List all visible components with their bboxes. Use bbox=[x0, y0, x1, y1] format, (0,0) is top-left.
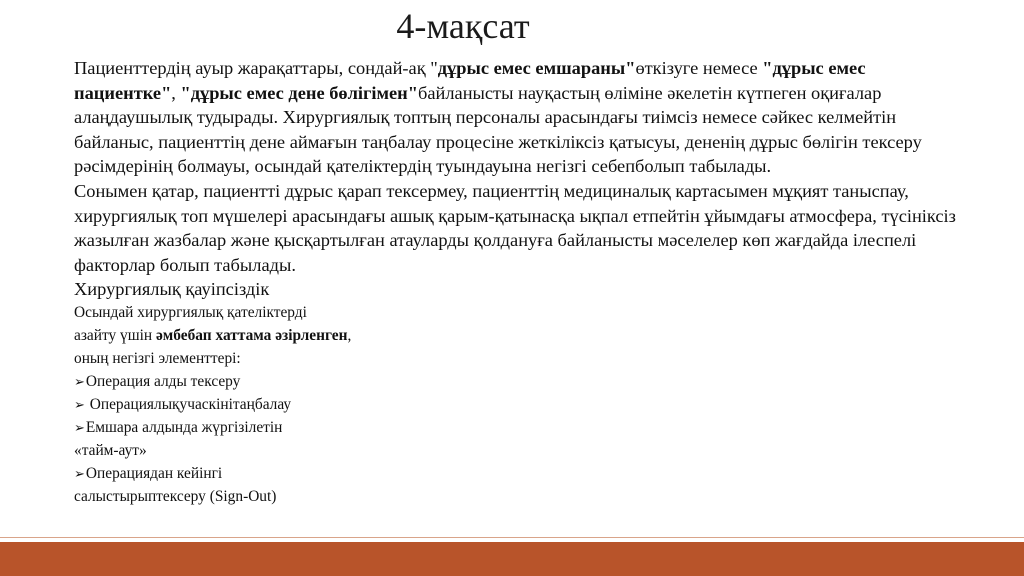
arrow-bullet-icon: ➢ bbox=[74, 420, 85, 436]
paragraph-2: Сонымен қатар, пациентті дұрыс қарап тексермеу, пациенттің медициналық картасымен мұқият таныспау, хирургиялық топ мүшелері арасындағы ашық қарым-қатынасқа ықпал етпейтін ұйымдағы атмосфера, түсініксіз жазылған жазбалар және қысқартылған атауларды қолдануға байланысты мәселелер көп жағдайда ілеспелі факторлар болып табылады. bbox=[74, 180, 956, 275]
list-item-label: Операциядан кейінгі bbox=[85, 465, 223, 483]
p1-bold-1: дұрыс емес емшараны" bbox=[437, 58, 636, 78]
footer-accent-bar bbox=[0, 542, 1024, 576]
intro-line-1: Осындай хирургиялық қателіктерді bbox=[74, 304, 307, 322]
p1-text-3: , bbox=[171, 82, 181, 103]
p1-bold-3: "дұрыс емес дене бөлігімен" bbox=[180, 82, 418, 103]
list-item bbox=[74, 370, 958, 393]
p1-text-1: Пациенттердің ауыр жарақаттары, сондай-ақ " bbox=[74, 58, 438, 78]
list-item bbox=[74, 462, 958, 485]
intro-line-2 bbox=[74, 324, 958, 347]
footer-divider-line bbox=[0, 537, 1024, 538]
arrow-bullet-icon: ➢ bbox=[74, 466, 85, 482]
list-item-label: Операция алды тексеру bbox=[85, 373, 241, 391]
arrow-bullet-icon: ➢ bbox=[74, 374, 85, 390]
list-item bbox=[74, 393, 958, 416]
slide-title: 4-мақсат bbox=[396, 6, 530, 46]
intro-line-3: оның негізгі элементтері: bbox=[74, 350, 241, 368]
protocol-name: әмбебап хаттама әзірленген bbox=[155, 327, 348, 345]
section-subheading: Хирургиялық қауіпсіздік bbox=[74, 279, 270, 300]
intro-line-2-post: , bbox=[347, 327, 352, 345]
p1-text-4: байланысты науқастың өліміне әкелетін күтпеген оқиғалар алаңдаушылық тудырады. Хирургиялық топтың персоналы арасындағы тиімсіз немесе сәйкес келмейтін байланыс, пациенттің дене аймағын таңбалау процесіне жеткіліксіз қатысуы, дененің дұрыс бөлігін тексеру рәсімдерінің болмауы, осындай қателіктердің туындауына негізгі себепболып табылады. bbox=[74, 82, 922, 177]
list-item bbox=[74, 416, 958, 439]
slide-body bbox=[74, 56, 958, 508]
paragraph-1 bbox=[74, 56, 958, 179]
list-item-label: Емшара алдында жүргізілетін bbox=[85, 419, 283, 437]
arrow-bullet-icon: ➢ bbox=[74, 397, 85, 413]
list-item-label: Операциялықучаскінітаңбалау bbox=[85, 396, 292, 414]
list-item-continuation: «тайм-аут» bbox=[74, 442, 147, 460]
intro-line-2-pre: азайту үшін bbox=[74, 327, 156, 345]
list-item-continuation: салыстырыптексеру (Sign-Out) bbox=[74, 488, 277, 506]
p1-text-2: өткізуге немесе bbox=[635, 58, 763, 78]
p1-bold-2: "дұрыс емес пациентке" bbox=[74, 58, 866, 103]
